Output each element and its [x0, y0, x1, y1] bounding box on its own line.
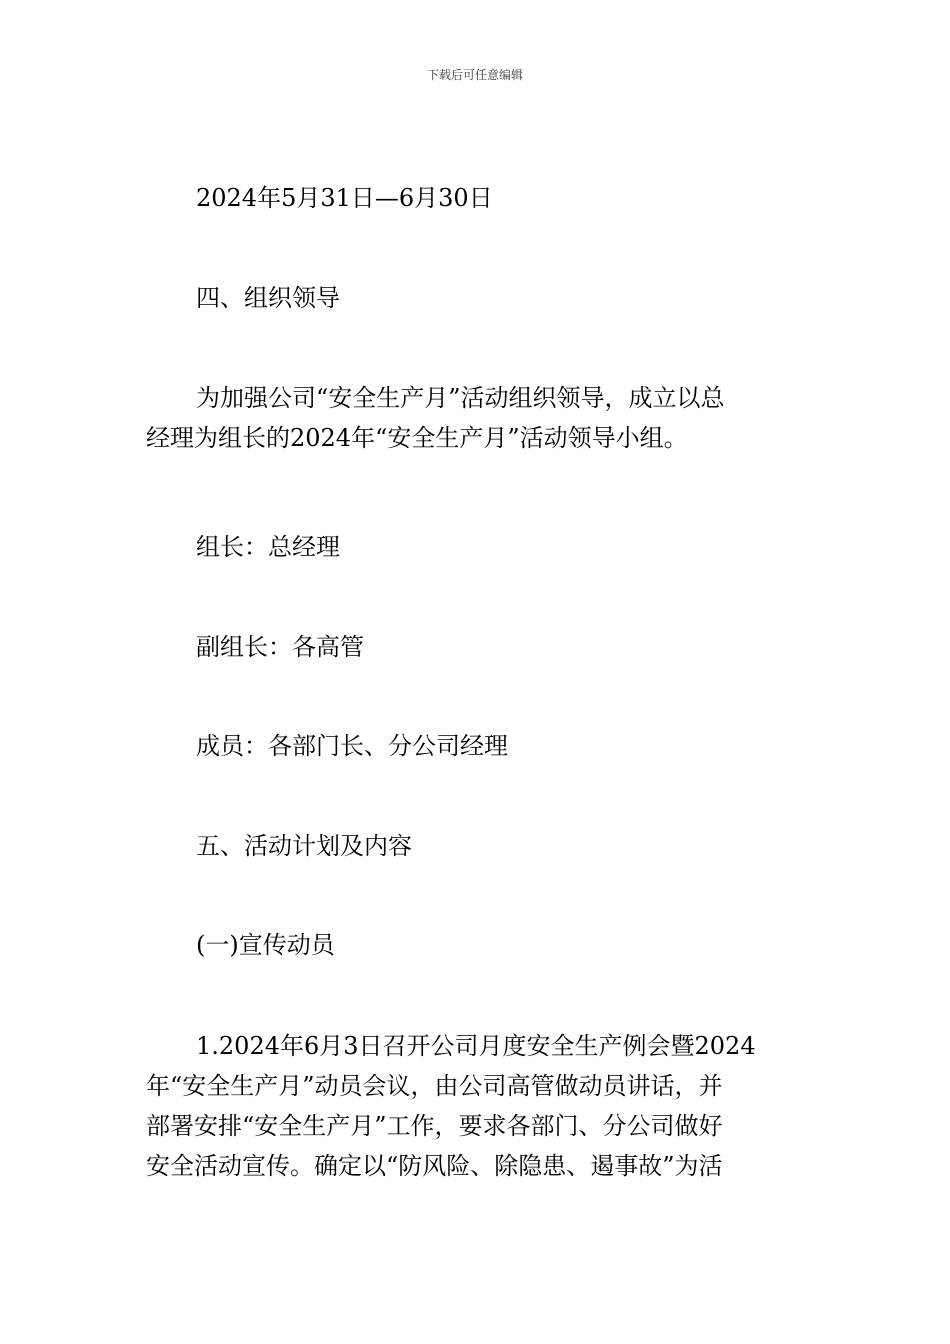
header-note: 下载后可任意编辑 [426, 68, 523, 82]
leader-line: 组长：总经理 [196, 533, 340, 561]
item-1-paragraph-line: 年“安全生产月”动员会议，由公司高管做动员讲话，并 [146, 1072, 723, 1100]
item-1-paragraph-line: 1.2024年6月3日召开公司月度安全生产例会暨2024 [196, 1032, 756, 1060]
item-1-paragraph [146, 1026, 808, 1186]
item-1-paragraph-line: 安全活动宣传。确定以“防风险、除隐患、遏事故”为活 [146, 1152, 723, 1180]
deputy-leader-line: 副组长：各高管 [196, 633, 364, 661]
members-line: 成员：各部门长、分公司经理 [196, 732, 508, 760]
section-4-paragraph-line: 经理为组长的2024年“安全生产月”活动领导小组。 [146, 424, 688, 452]
item-1-paragraph-line: 部署安排“安全生产月”工作，要求各部门、分公司做好 [146, 1112, 723, 1140]
date-range: 2024年5月31日—6月30日 [196, 184, 493, 212]
subsection-1-heading: (一)宣传动员 [196, 931, 335, 959]
section-4-paragraph [146, 378, 808, 458]
section-4-heading: 四、组织领导 [196, 284, 340, 312]
section-4-paragraph-line: 为加强公司“安全生产月”活动组织领导，成立以总 [196, 384, 725, 412]
section-5-heading: 五、活动计划及内容 [196, 832, 412, 860]
